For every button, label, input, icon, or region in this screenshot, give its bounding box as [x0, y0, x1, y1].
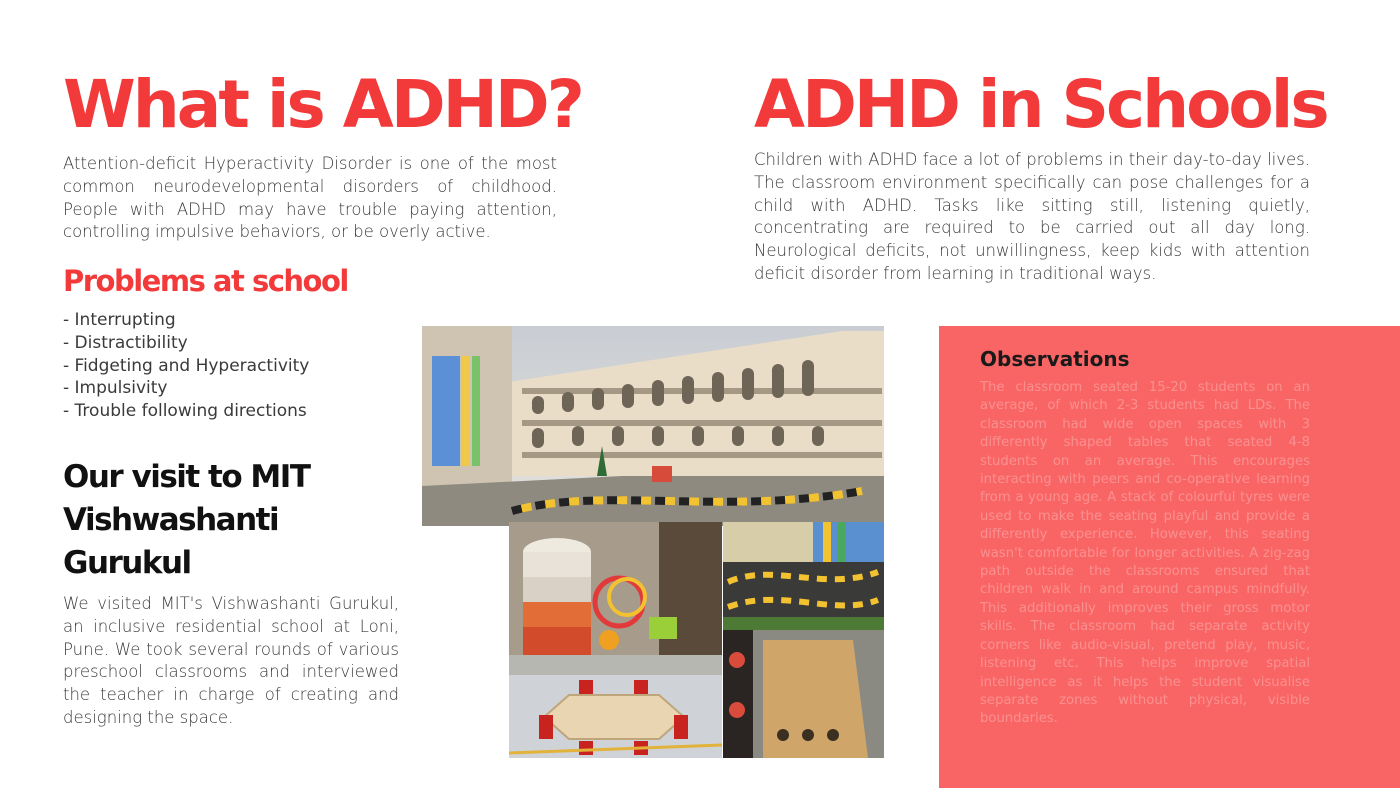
visit-title-line: Gurukul: [63, 545, 191, 581]
list-item: - Trouble following directions: [63, 401, 307, 422]
visit-text: We visited MIT's Vishwashanti Gurukul, an inclusive residential school at Loni, Pune. We took several rounds of various preschool classrooms and interviewed the teacher in charge of creating and designing the space.: [63, 594, 399, 727]
adhd-in-schools-title: ADHD in Schools: [754, 66, 1327, 143]
observations-title: Observations: [980, 347, 1130, 371]
tyres-photo: [509, 522, 722, 655]
courtyard-photo: [422, 326, 884, 526]
problems-list: [63, 309, 309, 423]
observations-text: The classroom seated 15-20 students on an average, of which 2-3 students had LDs. The classroom had wide open spaces with 3 differently shaped tables that seated 4-8 students on an average. This encourages interacting with peers and co-operative learning from a young age. A stack of colourful tyres were used to make the seating playful and provide a differently experience. However, this seating wasn't comfortable for longer activities. A zig-zag path outside the classrooms ensured that children walk in and around campus mindfully. This additionally improves their gross motor skills. The classroom had separate activity corners like audio-visual, pretend play, music, listening etc. This helps improve spatial intelligence as it helps the student visualise separate zones without physical, visible boundaries.: [980, 380, 1310, 727]
list-item: - Fidgeting and Hyperactivity: [63, 355, 310, 376]
adhd-intro-text: Attention-deficit Hyperactivity Disorder is one of the most common neurodevelopmental disorders of childhood. People with ADHD may have trouble paying attention, controlling impulsive behaviors, or be overly active.: [63, 154, 557, 242]
visit-title-line: Our visit to MIT: [63, 459, 310, 495]
observations-panel: [939, 326, 1400, 788]
what-is-adhd-title: What is ADHD?: [63, 66, 582, 143]
list-item: - Impulsivity: [63, 378, 168, 399]
wood-photo: [723, 630, 884, 758]
list-item: - Distractibility: [63, 332, 188, 353]
problems-title: Problems at school: [63, 264, 348, 298]
visit-title: [63, 456, 309, 585]
visit-title-line: Vishwashanti: [63, 502, 279, 538]
schools-intro-text: Children with ADHD face a lot of problems in their day-to-day lives. The classroom environment specifically can pose challenges for a child with ADHD. Tasks like sitting still, listening quietly, concentrating are required to be carried out all day long. Neurological deficits, not unwillingness, keep kids with attention deficit disorder from learning in traditional ways.: [754, 150, 1310, 283]
path-photo: [723, 522, 884, 630]
table-photo: [509, 655, 722, 758]
list-item: - Interrupting: [63, 310, 176, 330]
